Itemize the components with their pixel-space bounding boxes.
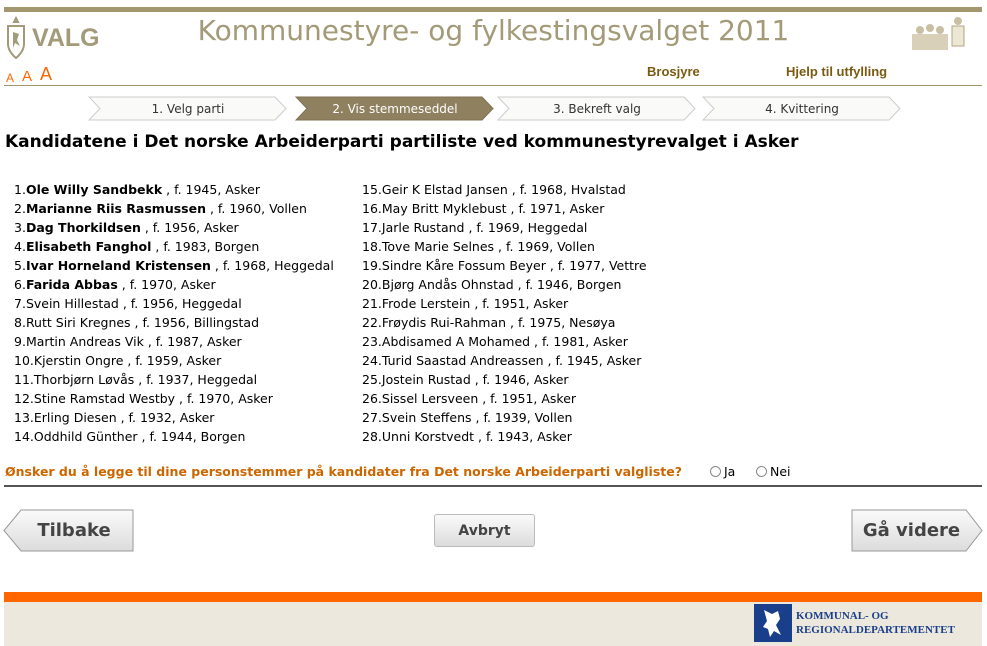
candidate-item — [14, 237, 334, 256]
page-title: Kommunestyre- og fylkestingsvalget 2011 — [197, 14, 790, 47]
candidate-number: 14. — [14, 429, 34, 444]
candidate-info: , f. 1932, Asker — [116, 410, 215, 425]
candidate-number: 7. — [14, 296, 26, 311]
candidate-item — [14, 199, 334, 218]
candidate-number: 3. — [14, 220, 26, 235]
candidate-number: 27. — [362, 410, 382, 425]
candidate-number: 24. — [362, 353, 382, 368]
voters-illustration-icon — [910, 16, 966, 52]
candidate-item — [362, 218, 647, 237]
candidate-number: 11. — [14, 372, 34, 387]
candidate-item — [14, 332, 334, 351]
radio-yes[interactable]: Ja — [710, 464, 735, 479]
candidate-number: 28. — [362, 429, 382, 444]
candidate-info: , f. 1969, Heggedal — [464, 220, 588, 235]
cancel-button[interactable]: Avbryt — [434, 514, 535, 547]
candidate-name: Erling Diesen — [33, 410, 117, 425]
candidate-number: 26. — [362, 391, 382, 406]
candidate-item — [14, 218, 334, 237]
candidate-number: 2. — [14, 201, 26, 216]
candidate-name: Thorbjørn Løvås — [33, 372, 135, 387]
top-bar — [4, 7, 982, 12]
candidate-number: 12. — [14, 391, 34, 406]
candidate-item — [14, 389, 334, 408]
candidate-info: , f. 1945, Asker — [543, 353, 642, 368]
candidate-info: , f. 1944, Borgen — [137, 429, 246, 444]
candidate-number: 23. — [362, 334, 382, 349]
candidate-info: , f. 1951, Asker — [478, 391, 577, 406]
candidate-name: Sindre Kåre Fossum Beyer — [381, 258, 546, 273]
candidate-item — [14, 294, 334, 313]
candidate-name: Jarle Rustand — [381, 220, 465, 235]
candidate-column-left — [14, 180, 334, 446]
candidate-name: Stine Ramstad Westby — [33, 391, 176, 406]
candidate-info: , f. 1977, Vettre — [545, 258, 647, 273]
step-show-ballot: 2. Vis stemmeseddel — [295, 96, 495, 121]
candidate-info: , f. 1951, Asker — [470, 296, 569, 311]
candidate-name: Marianne Riis Rasmussen — [25, 201, 206, 216]
candidate-info: , f. 1987, Asker — [143, 334, 242, 349]
candidate-number: 20. — [362, 277, 382, 292]
candidate-name: Ivar Horneland Kristensen — [25, 258, 211, 273]
candidate-item — [362, 408, 647, 427]
candidate-number: 5. — [14, 258, 26, 273]
font-size-controls — [6, 64, 52, 85]
candidate-number: 15. — [362, 182, 382, 197]
candidate-name: Abdisamed A Mohamed — [381, 334, 531, 349]
candidate-name: Svein Steffens — [381, 410, 472, 425]
candidate-name: Martin Andreas Vik — [25, 334, 144, 349]
candidate-item — [362, 389, 647, 408]
candidate-info: , f. 1968, Heggedal — [210, 258, 334, 273]
candidate-info: , f. 1956, Asker — [140, 220, 239, 235]
candidate-name: Farida Abbas — [25, 277, 118, 292]
help-link[interactable]: Hjelp til utfylling — [786, 64, 888, 79]
candidate-info: , f. 1983, Borgen — [151, 239, 260, 254]
font-size-large[interactable]: A — [40, 64, 53, 84]
brochure-link[interactable]: Brosjyre — [647, 64, 700, 79]
candidate-name: May Britt Myklebust — [381, 201, 507, 216]
candidate-item — [362, 294, 647, 313]
candidate-info: , f. 1956, Billingstad — [130, 315, 260, 330]
candidate-item — [14, 408, 334, 427]
candidate-item — [362, 313, 647, 332]
add-personal-votes-question: Ønsker du å legge til dine personstemmer på kandidater fra Det norske Arbeiderparti valgliste? — [5, 464, 682, 479]
candidate-name: Svein Hillestad — [25, 296, 119, 311]
candidate-item — [362, 332, 647, 351]
candidate-info: , f. 1975, Nesøya — [506, 315, 616, 330]
candidate-name: Oddhild Günther — [33, 429, 138, 444]
candidate-number: 9. — [14, 334, 26, 349]
back-button[interactable]: Tilbake — [3, 509, 135, 552]
candidate-item — [14, 427, 334, 446]
candidate-item — [14, 351, 334, 370]
header-divider — [4, 85, 982, 86]
candidate-item — [362, 199, 647, 218]
candidate-number: 21. — [362, 296, 382, 311]
candidate-info: , f. 1937, Heggedal — [134, 372, 258, 387]
candidate-item — [362, 275, 647, 294]
candidate-number: 13. — [14, 410, 34, 425]
candidate-name: Elisabeth Fanghol — [25, 239, 152, 254]
lion-emblem-icon — [754, 604, 792, 642]
candidate-name: Rutt Siri Kregnes — [25, 315, 131, 330]
step-confirm: 3. Bekreft valg — [497, 96, 697, 121]
candidate-info: , f. 1970, Asker — [175, 391, 273, 406]
candidate-item — [362, 256, 647, 275]
candidate-info: , f. 1945, Asker — [162, 182, 260, 197]
step-choose-party: 1. Velg parti — [88, 96, 288, 121]
candidate-item — [14, 313, 334, 332]
candidate-info: , f. 1946, Asker — [470, 372, 569, 387]
candidate-item — [14, 256, 334, 275]
candidate-name: Geir K Elstad Jansen — [381, 182, 508, 197]
candidate-info: , f. 1970, Asker — [117, 277, 216, 292]
candidate-number: 10. — [14, 353, 34, 368]
candidate-item — [362, 351, 647, 370]
candidate-item — [14, 180, 334, 199]
candidate-item — [362, 237, 647, 256]
radio-button[interactable] — [710, 466, 721, 477]
candidate-number: 1. — [14, 182, 26, 197]
candidate-number: 17. — [362, 220, 382, 235]
candidate-number: 18. — [362, 239, 382, 254]
ministry-logo: KOMMUNAL- OG REGIONALDEPARTEMENTET — [754, 604, 955, 642]
valg-logo: VALG — [4, 16, 100, 60]
candidate-number: 16. — [362, 201, 382, 216]
question-divider — [4, 485, 982, 487]
radio-no[interactable]: Nei — [756, 464, 791, 479]
footer-orange-bar — [4, 592, 982, 602]
candidate-info: , f. 1939, Vollen — [471, 410, 573, 425]
candidate-number: 25. — [362, 372, 382, 387]
candidate-name: Dag Thorkildsen — [25, 220, 141, 235]
candidate-list-heading: Kandidatene i Det norske Arbeiderparti partiliste ved kommunestyrevalget i Asker — [5, 132, 799, 152]
candidate-name: Frøydis Rui-Rahman — [381, 315, 507, 330]
candidate-item — [14, 275, 334, 294]
candidate-info: , f. 1971, Asker — [506, 201, 605, 216]
candidate-item — [362, 427, 647, 446]
candidate-name: Turid Saastad Andreassen — [381, 353, 544, 368]
font-size-small[interactable]: A — [6, 71, 15, 85]
candidate-item — [14, 370, 334, 389]
candidate-name: Kjerstin Ongre — [33, 353, 124, 368]
candidate-item — [362, 180, 647, 199]
candidate-name: Tove Marie Selnes — [381, 239, 495, 254]
candidate-name: Frode Lerstein — [381, 296, 471, 311]
candidate-number: 4. — [14, 239, 26, 254]
candidate-info: , f. 1943, Asker — [474, 429, 572, 444]
candidate-info: , f. 1946, Borgen — [513, 277, 622, 292]
candidate-name: Unni Korstvedt — [381, 429, 475, 444]
candidate-name: Jostein Rustad — [381, 372, 471, 387]
candidate-number: 22. — [362, 315, 382, 330]
candidate-name: Bjørg Andås Ohnstad — [381, 277, 514, 292]
candidate-number: 6. — [14, 277, 26, 292]
candidate-number: 19. — [362, 258, 382, 273]
candidate-info: , f. 1981, Asker — [530, 334, 628, 349]
next-button[interactable]: Gå videre — [851, 509, 984, 552]
font-size-medium[interactable]: A — [22, 68, 33, 85]
candidate-info: , f. 1959, Asker — [123, 353, 222, 368]
radio-button[interactable] — [756, 466, 767, 477]
candidate-name: Sissel Lersveen — [381, 391, 479, 406]
candidate-name: Ole Willy Sandbekk — [25, 182, 163, 197]
candidate-info: , f. 1956, Heggedal — [118, 296, 242, 311]
candidate-info: , f. 1968, Hvalstad — [507, 182, 626, 197]
candidate-item — [362, 370, 647, 389]
candidate-info: , f. 1960, Vollen — [206, 201, 307, 216]
step-receipt: 4. Kvittering — [702, 96, 902, 121]
candidate-number: 8. — [14, 315, 26, 330]
candidate-column-right — [362, 180, 647, 446]
candidate-info: , f. 1969, Vollen — [494, 239, 595, 254]
